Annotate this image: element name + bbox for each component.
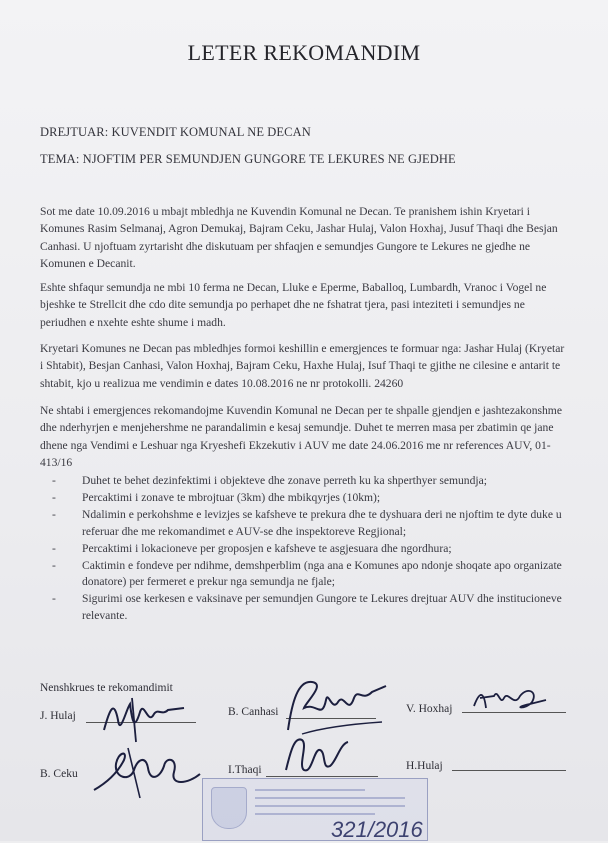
official-stamp bbox=[202, 778, 428, 841]
signer-h-hulaj: H.Hulaj bbox=[406, 760, 443, 772]
handwritten-signature-hulaj bbox=[96, 690, 196, 750]
signatures-heading: Nenshkrues te rekomandimit bbox=[40, 682, 173, 694]
stamp-text-line bbox=[255, 797, 405, 799]
paragraph-outbreak: Eshte shfaqur semundja ne mbi 10 ferma ne Decan, Lluke e Eperme, Baballoq, Lumbardh, Vranoc i Vogel ne bjeshke te Strellcit dhe cdo dite semundja po perhapet dhe ne fshatrat tjera, pasi inteziteti i semundjes ne periudhen e nxehte eshte shume i madh. bbox=[40, 281, 547, 329]
signer-v-hoxhaj: V. Hoxhaj bbox=[406, 703, 453, 715]
document-title: LETER REKOMANDIM bbox=[187, 40, 421, 65]
signer-b-ceku: B. Ceku bbox=[40, 768, 78, 780]
list-item: - Ndalimin e perkohshme e levizjes se kafsheve te prekura dhe te dyshuara deri ne njoftim te dyte duke u referuar dhe me rekomandimet e AUV-se dhe inspektoreve Regjional; bbox=[52, 507, 562, 538]
coat-of-arms-icon bbox=[211, 787, 247, 829]
signature-line bbox=[452, 770, 566, 771]
paragraph-council: Kryetari Komunes ne Decan pas mbledhjes formoi keshillin e emergjences te formuar nga: Jashar Hulaj (Kryetar i Shtabit), Besjan Canhasi, Valon Hoxhaj, Bajram Ceku, Haxhe Hulaj, Isuf Thaqi te gjithe ne cilesine e antarit te shtabit, kjo u realizua me vendimin e dates 10.08.2016 ne nr protokolli. 24260 bbox=[40, 342, 565, 390]
list-item: - Percaktimi i lokacioneve per groposjen e kafsheve te asgjesuara dhe ngordhura; bbox=[52, 541, 452, 555]
paragraph-recommendation: Ne shtabi i emergjences rekomandojme Kuvendin Komunal ne Decan per te shpalle gjendjen e jashtezakonshme dhe nderhyrjen e menjehershme ne parandalimin e kesaj semundje. Duhet te merren masa per zbatimin qe jane dhene nga Vendimi e Leshuar nga Kryeshefi Ekzekutiv i AUV me date 24.06.2016 me nr references AUV, 01-413/16 bbox=[40, 404, 562, 469]
signer-i-thaqi: I.Thaqi bbox=[228, 764, 262, 776]
stamp-text-line bbox=[255, 805, 405, 807]
handwritten-signature-hoxhaj bbox=[470, 684, 550, 718]
stamp-text-line bbox=[255, 789, 365, 791]
paragraph-meeting: Sot me date 10.09.2016 u mbajt mbledhja ne Kuvendin Komunal ne Decan. Te pranishem ishin Kryetari i Komunes Rasim Selmanaj, Agron Demukaj, Bajram Ceku, Jashar Hulaj, Valon Hoxhaj, Jusuf Thaqi dhe Besjan Canhasi. U njoftuam zyrtarisht dhe diskutuam per shfaqjen e semundjes Gungore te Lekures ne gjedhe ne Komunen e Decanit. bbox=[40, 205, 558, 270]
measures-list bbox=[52, 473, 572, 625]
stamp-text-line bbox=[255, 813, 375, 815]
subject-line: TEMA: NJOFTIM PER SEMUNDJEN GUNGORE TE LEKURES NE GJEDHE bbox=[40, 152, 456, 166]
handwritten-signature-thaqi bbox=[278, 730, 358, 780]
signer-b-canhasi: B. Canhasi bbox=[228, 706, 279, 718]
list-item: - Caktimin e fondeve per ndihme, demshperblim (nga ana e Komunes apo ndonje shoqate apo organizate donatore) per fermeret e prekur nga semundja ne fjale; bbox=[52, 558, 562, 589]
list-item: - Percaktimi i zonave te mbrojtuar (3km) dhe mbikqyrjes (10km); bbox=[52, 490, 381, 504]
list-item: - Sigurimi ose kerkesen e vaksinave per semundjen Gungore te Lekures drejtuar AUV dhe institucioneve relevante. bbox=[52, 592, 562, 623]
handwritten-signature-ceku bbox=[88, 742, 208, 802]
recipient-line: DREJTUAR: KUVENDIT KOMUNAL NE DECAN bbox=[40, 125, 311, 139]
stamp-number: 321/2016 bbox=[331, 817, 423, 842]
signer-j-hulaj: J. Hulaj bbox=[40, 710, 76, 722]
list-item: - Duhet te behet dezinfektimi i objekteve dhe zonave perreth ku ka shperthyer semundja; bbox=[52, 474, 487, 487]
